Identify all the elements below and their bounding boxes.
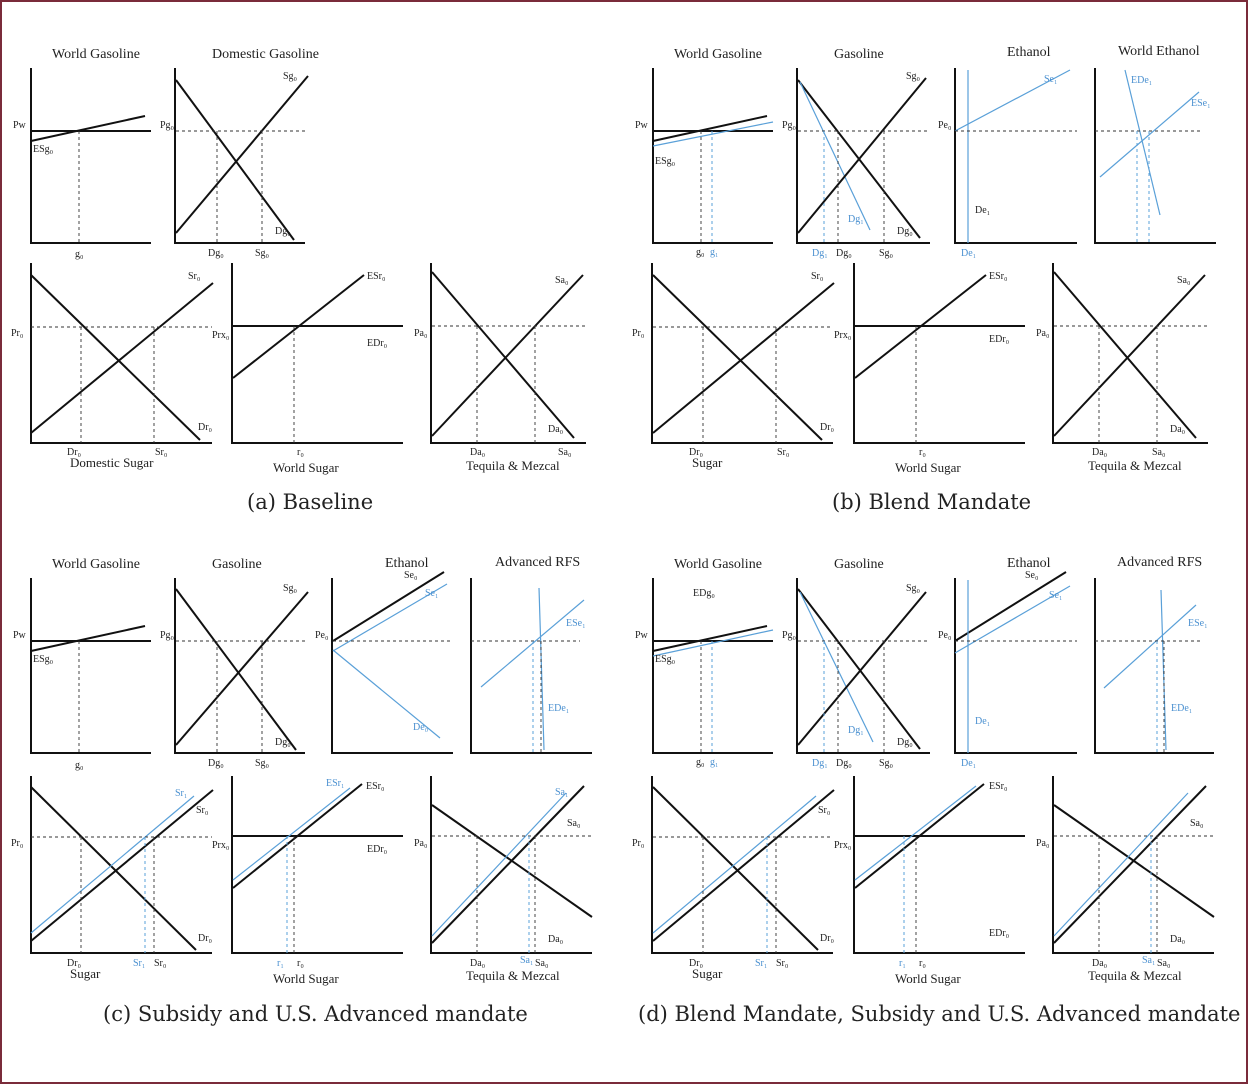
se1-label: Se₁ bbox=[425, 588, 439, 599]
chart-title: World Gasoline bbox=[52, 557, 140, 572]
esr1-curve bbox=[233, 788, 350, 880]
edr-label: EDr₀ bbox=[367, 844, 388, 855]
esr-label: ESr₀ bbox=[989, 271, 1008, 282]
axes bbox=[955, 68, 1077, 243]
pr-label: Pr₀ bbox=[11, 838, 24, 849]
edg-label: EDg₀ bbox=[693, 588, 715, 599]
dr-label: Dr₀ bbox=[820, 422, 835, 433]
x-label: Sa₁ bbox=[1142, 955, 1156, 966]
pa-label: Pa₀ bbox=[414, 328, 428, 339]
dg1-label: Dg₁ bbox=[848, 725, 864, 736]
axes bbox=[31, 578, 151, 753]
sr-curve bbox=[31, 283, 213, 433]
x-label: Sg₀ bbox=[879, 758, 894, 769]
x-label: Sg₀ bbox=[879, 248, 894, 259]
c-ethanol-chart bbox=[315, 556, 453, 753]
axes bbox=[854, 776, 1025, 953]
esg-shift-curve bbox=[653, 630, 773, 656]
x-label: Dg₀ bbox=[836, 248, 852, 259]
sr0-label: Sr₀ bbox=[196, 805, 209, 816]
x-label: Dr₀ bbox=[67, 958, 82, 969]
esr-label: ESr₀ bbox=[367, 271, 386, 282]
ese-curve bbox=[1104, 605, 1196, 688]
se0-curve bbox=[333, 572, 444, 641]
x-label: Sr₀ bbox=[777, 447, 790, 458]
c-world-sugar-chart bbox=[212, 776, 403, 986]
prx-label: Prx₀ bbox=[212, 840, 230, 851]
market-label: Tequila & Mezcal bbox=[1088, 968, 1182, 983]
x-label: Sr₀ bbox=[776, 958, 789, 969]
sg-label: Sg₀ bbox=[906, 71, 921, 82]
x-label: r₀ bbox=[297, 447, 304, 458]
chart-title: Advanced RFS bbox=[1117, 555, 1203, 570]
x-label: r₀ bbox=[919, 447, 926, 458]
market-label: World Sugar bbox=[273, 971, 339, 986]
ede-label: EDe₁ bbox=[1131, 75, 1153, 86]
pw-label: Pw bbox=[13, 120, 26, 131]
prx-label: Prx₀ bbox=[212, 330, 230, 341]
caption-a: (a) Baseline bbox=[247, 490, 374, 514]
x-label: Dg₀ bbox=[836, 758, 852, 769]
x-label: De₁ bbox=[961, 248, 977, 259]
x-label: Dg₀ bbox=[208, 248, 224, 259]
sg-label: Sg₀ bbox=[283, 583, 298, 594]
chart-title: Ethanol bbox=[1007, 45, 1051, 60]
b-world-gasoline-chart bbox=[635, 47, 773, 258]
panel-b-blend-mandate bbox=[632, 44, 1216, 514]
sr1-label: Sr₁ bbox=[175, 788, 188, 799]
sr-label: Sr₀ bbox=[188, 271, 201, 282]
c-advanced-rfs-chart bbox=[471, 555, 592, 753]
x-label: Sa₀ bbox=[1157, 958, 1171, 969]
x-label: De₁ bbox=[961, 758, 977, 769]
axes bbox=[1095, 68, 1216, 243]
dg1-curve bbox=[800, 82, 870, 230]
esg-label: ESg₀ bbox=[655, 654, 676, 665]
x-label: Dg₀ bbox=[208, 758, 224, 769]
x-label: Dg₁ bbox=[812, 248, 828, 259]
sg-curve bbox=[798, 78, 926, 233]
se0-curve bbox=[955, 572, 1066, 641]
b-ethanol-chart bbox=[938, 45, 1077, 259]
pr-label: Pr₀ bbox=[11, 328, 24, 339]
market-label: Sugar bbox=[692, 455, 723, 470]
axes bbox=[31, 776, 212, 953]
x-label: Sa₁ bbox=[520, 955, 534, 966]
chart-title: Gasoline bbox=[834, 47, 884, 62]
pw-label: Pw bbox=[13, 630, 26, 641]
panel-d-combined bbox=[632, 555, 1241, 1026]
axes bbox=[31, 68, 151, 243]
esr1-label: ESr₁ bbox=[326, 778, 345, 789]
a-domestic-gasoline-chart bbox=[160, 47, 319, 259]
x-label: Dr₀ bbox=[689, 447, 704, 458]
da-label: Da₀ bbox=[548, 934, 564, 945]
dg-curve bbox=[176, 80, 294, 240]
sa1-curve bbox=[432, 793, 566, 936]
x-label: g₀ bbox=[696, 757, 705, 768]
sg-curve bbox=[176, 76, 308, 233]
b-world-ethanol-chart bbox=[1095, 44, 1216, 243]
d-sugar-chart bbox=[632, 776, 835, 981]
market-label: Sugar bbox=[70, 966, 101, 981]
dg1-label: Dg₁ bbox=[848, 214, 864, 225]
x-label: Sa₀ bbox=[558, 447, 572, 458]
pa-label: Pa₀ bbox=[1036, 838, 1050, 849]
esr1-curve bbox=[855, 786, 976, 880]
x-label: Sr₁ bbox=[755, 958, 768, 969]
se-label: Se₁ bbox=[1044, 74, 1058, 85]
ese-curve bbox=[1100, 92, 1199, 177]
se1-label: Se₁ bbox=[1049, 590, 1063, 601]
esg-curve bbox=[653, 626, 767, 651]
chart-title: World Gasoline bbox=[674, 557, 762, 572]
edr-label: EDr₀ bbox=[989, 334, 1010, 345]
axes bbox=[653, 578, 773, 753]
b-tequila-chart bbox=[1036, 263, 1208, 473]
chart-title: World Gasoline bbox=[52, 47, 140, 62]
axes bbox=[232, 263, 403, 443]
axes bbox=[232, 776, 403, 953]
x-label: r₁ bbox=[899, 958, 906, 969]
x-label: Sr₀ bbox=[155, 447, 168, 458]
x-label: r₁ bbox=[277, 958, 284, 969]
edr-label: EDr₀ bbox=[367, 338, 388, 349]
x-label: Sr₁ bbox=[133, 958, 146, 969]
axes bbox=[854, 263, 1025, 443]
dg-label: Dg₀ bbox=[275, 737, 291, 748]
x-label: Da₀ bbox=[470, 958, 486, 969]
c-gasoline-chart bbox=[160, 557, 308, 769]
axes bbox=[1095, 578, 1214, 753]
market-label: Tequila & Mezcal bbox=[1088, 458, 1182, 473]
x-label: Sa₀ bbox=[1152, 447, 1166, 458]
dr-curve bbox=[31, 787, 196, 950]
sg-label: Sg₀ bbox=[906, 583, 921, 594]
pe-label: Pe₀ bbox=[938, 630, 952, 641]
pg-label: Pg₀ bbox=[782, 120, 797, 131]
x-label: Sa₀ bbox=[535, 958, 549, 969]
pr-label: Pr₀ bbox=[632, 838, 645, 849]
da-label: Da₀ bbox=[1170, 424, 1186, 435]
a-tequila-chart bbox=[414, 263, 586, 473]
pg-label: Pg₀ bbox=[160, 120, 175, 131]
dr-label: Dr₀ bbox=[198, 422, 213, 433]
esg-curve bbox=[31, 626, 145, 651]
pa-label: Pa₀ bbox=[1036, 328, 1050, 339]
market-label: World Sugar bbox=[895, 971, 961, 986]
pe-label: Pe₀ bbox=[315, 630, 329, 641]
esr0-label: ESr₀ bbox=[366, 781, 385, 792]
x-label: r₀ bbox=[297, 958, 304, 969]
esr-label: ESr₀ bbox=[989, 781, 1008, 792]
pe-label: Pe₀ bbox=[938, 120, 952, 131]
c-world-gasoline-chart bbox=[13, 557, 151, 771]
sr1-curve bbox=[31, 796, 194, 933]
da-label: Da₀ bbox=[548, 424, 564, 435]
ede-curve bbox=[539, 588, 544, 750]
sa0-label: Sa₀ bbox=[567, 818, 581, 829]
edr-label: EDr₀ bbox=[989, 928, 1010, 939]
market-label: World Sugar bbox=[273, 460, 339, 475]
sa1-label: Sa₁ bbox=[555, 787, 569, 798]
de-label: De₁ bbox=[975, 205, 991, 216]
b-sugar-chart bbox=[632, 263, 835, 470]
esg-label: ESg₀ bbox=[655, 156, 676, 167]
panel-a-baseline bbox=[11, 47, 586, 514]
prx-label: Prx₀ bbox=[834, 840, 852, 851]
x-label: r₀ bbox=[919, 958, 926, 969]
d-advanced-rfs-chart bbox=[1095, 555, 1214, 753]
pw-label: Pw bbox=[635, 630, 648, 641]
pr-label: Pr₀ bbox=[632, 328, 645, 339]
chart-title: World Gasoline bbox=[674, 47, 762, 62]
ese-label: ESe₁ bbox=[1191, 98, 1211, 109]
sr1-curve bbox=[653, 796, 816, 933]
de-label: De₁ bbox=[975, 716, 991, 727]
esg-label: ESg₀ bbox=[33, 144, 54, 155]
esg-curve bbox=[653, 116, 767, 141]
market-label: Tequila & Mezcal bbox=[466, 968, 560, 983]
sa0-curve bbox=[432, 786, 584, 943]
pg-label: Pg₀ bbox=[160, 630, 175, 641]
x-label: Da₀ bbox=[1092, 447, 1108, 458]
dr-curve bbox=[653, 275, 822, 440]
x-label: g₁ bbox=[710, 247, 719, 258]
a-world-gasoline-chart bbox=[13, 47, 151, 260]
caption-c: (c) Subsidy and U.S. Advanced mandate bbox=[103, 1002, 528, 1026]
chart-title: Ethanol bbox=[385, 556, 429, 571]
chart-title: World Ethanol bbox=[1118, 44, 1200, 59]
sg-label: Sg₀ bbox=[283, 71, 298, 82]
sr-label: Sr₀ bbox=[811, 271, 824, 282]
d-tequila-chart bbox=[1036, 776, 1214, 983]
x-label: Dg₁ bbox=[812, 758, 828, 769]
chart-title: Advanced RFS bbox=[495, 555, 581, 570]
c-tequila-chart bbox=[414, 776, 592, 983]
sa-label: Sa₀ bbox=[1190, 818, 1204, 829]
esg-curve bbox=[31, 116, 145, 141]
x-label: Sg₀ bbox=[255, 758, 270, 769]
x-label: Da₀ bbox=[470, 447, 486, 458]
b-gasoline-chart bbox=[782, 47, 930, 259]
dr-label: Dr₀ bbox=[198, 933, 213, 944]
pa-label: Pa₀ bbox=[414, 838, 428, 849]
x-label: Da₀ bbox=[1092, 958, 1108, 969]
caption-b: (b) Blend Mandate bbox=[832, 490, 1032, 514]
prx-label: Prx₀ bbox=[834, 330, 852, 341]
ede-label: EDe₁ bbox=[548, 703, 570, 714]
chart-title: Domestic Gasoline bbox=[212, 47, 319, 62]
dg-curve bbox=[176, 589, 296, 750]
ede-label: EDe₁ bbox=[1171, 703, 1193, 714]
ese-label: ESe₁ bbox=[566, 618, 586, 629]
ede-curve bbox=[1125, 70, 1160, 215]
ede-curve bbox=[1161, 590, 1166, 750]
sa-curve bbox=[1054, 786, 1206, 943]
d-world-gasoline-chart bbox=[635, 557, 773, 768]
x-label: Sr₀ bbox=[154, 958, 167, 969]
dr-label: Dr₀ bbox=[820, 933, 835, 944]
de-label: De₀ bbox=[413, 722, 429, 733]
ese-label: ESe₁ bbox=[1188, 618, 1208, 629]
a-sugar-chart bbox=[11, 263, 213, 470]
x-label: g₀ bbox=[696, 247, 705, 258]
axes bbox=[31, 263, 212, 443]
x-label: Sg₀ bbox=[255, 248, 270, 259]
esg-label: ESg₀ bbox=[33, 654, 54, 665]
sr-curve bbox=[653, 283, 834, 433]
chart-title: Ethanol bbox=[1007, 556, 1051, 571]
market-label: Tequila & Mezcal bbox=[466, 458, 560, 473]
axes bbox=[471, 578, 592, 753]
market-label: Domestic Sugar bbox=[70, 455, 154, 470]
sa1-curve bbox=[1054, 793, 1188, 936]
c-sugar-chart bbox=[11, 776, 213, 981]
x-label: g₀ bbox=[75, 249, 84, 260]
sr-label: Sr₀ bbox=[818, 805, 831, 816]
dr-curve bbox=[31, 275, 200, 440]
a-world-sugar-chart bbox=[212, 263, 403, 475]
d-world-sugar-chart bbox=[834, 776, 1025, 986]
se0-label: Se₀ bbox=[404, 570, 418, 581]
sa-label: Sa₀ bbox=[1177, 275, 1191, 286]
chart-title: Gasoline bbox=[212, 557, 262, 572]
panel-c-subsidy-advanced bbox=[11, 555, 592, 1026]
d-ethanol-chart bbox=[938, 556, 1077, 769]
axes bbox=[652, 263, 833, 443]
esg-shift-curve bbox=[653, 122, 773, 146]
se0-label: Se₀ bbox=[1025, 570, 1039, 581]
dr-curve bbox=[653, 787, 818, 950]
x-label: g₁ bbox=[710, 757, 719, 768]
x-label: g₀ bbox=[75, 760, 84, 771]
market-label: Sugar bbox=[692, 966, 723, 981]
dg0-label: Dg₀ bbox=[897, 737, 913, 748]
d-gasoline-chart bbox=[782, 557, 930, 769]
axes bbox=[652, 776, 833, 953]
x-label: Dr₀ bbox=[67, 447, 82, 458]
da-label: Da₀ bbox=[1170, 934, 1186, 945]
dg-label: Dg₀ bbox=[275, 226, 291, 237]
axes bbox=[175, 578, 305, 753]
b-world-sugar-chart bbox=[834, 263, 1025, 475]
caption-d: (d) Blend Mandate, Subsidy and U.S. Advanced mandate bbox=[638, 1002, 1241, 1026]
sa-label: Sa₀ bbox=[555, 275, 569, 286]
chart-title: Gasoline bbox=[834, 557, 884, 572]
market-label: World Sugar bbox=[895, 460, 961, 475]
pw-label: Pw bbox=[635, 120, 648, 131]
pg-label: Pg₀ bbox=[782, 630, 797, 641]
dg0-label: Dg₀ bbox=[897, 226, 913, 237]
x-label: Dr₀ bbox=[689, 958, 704, 969]
